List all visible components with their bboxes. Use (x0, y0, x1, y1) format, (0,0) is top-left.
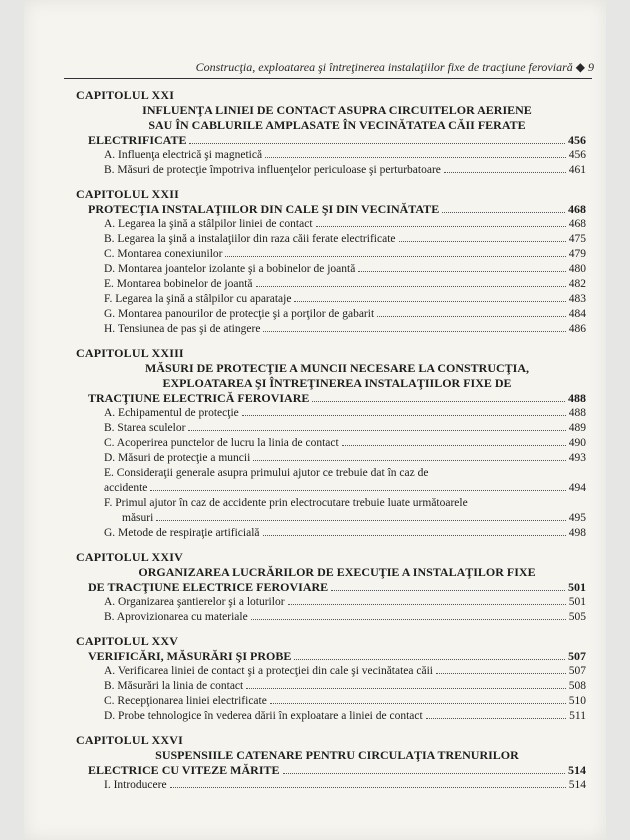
chapter-label: CAPITOLUL XXI (76, 88, 175, 102)
toc-entry (104, 664, 586, 679)
toc-entry (104, 526, 586, 541)
toc-entry (104, 595, 586, 610)
chapter-title-line: SUSPENSIILE CATENARE PENTRU CIRCULAŢIA TRENURILOR (155, 748, 519, 762)
chapter-title: TRACŢIUNE ELECTRICĂ FEROVIARE (88, 391, 310, 405)
toc-entry-page: 483 (568, 293, 586, 305)
toc-entry-text: A. Legarea la şină a stâlpilor liniei de contact (104, 218, 313, 230)
toc-entry-page: 475 (568, 233, 586, 245)
toc-entry-page: 507 (568, 665, 586, 677)
dot-leader (170, 787, 566, 788)
toc-entry (104, 217, 586, 232)
toc-chapter (76, 88, 586, 178)
toc-entry (104, 421, 586, 436)
toc-entry-page: 456 (568, 149, 586, 161)
toc-entry-page: 468 (568, 218, 586, 230)
toc-entry-text: A. Organizarea şantierelor şi a loturilor (104, 596, 285, 608)
dot-leader (342, 445, 566, 446)
dot-leader (294, 659, 565, 660)
header-page-number: ◆ 9 (575, 60, 594, 74)
toc-entry-text: B. Aprovizionarea cu materiale (104, 611, 248, 623)
toc-entry-text: B. Starea sculelor (104, 422, 186, 434)
toc-entry (104, 694, 586, 709)
dot-leader (242, 415, 566, 416)
dot-leader (225, 256, 565, 257)
chapter-title-entry (88, 133, 586, 148)
toc-entry-page: 510 (568, 695, 586, 707)
toc-entry (104, 292, 586, 307)
toc-entry (122, 511, 586, 526)
chapter-label: CAPITOLUL XXV (76, 634, 179, 648)
dot-leader (188, 430, 565, 431)
dot-leader (377, 316, 566, 317)
dot-leader (283, 773, 566, 774)
toc-entry (104, 481, 586, 496)
dot-leader (442, 212, 565, 213)
chapter-title-line: INFLUENŢA LINIEI DE CONTACT ASUPRA CIRCUITELOR AERIENE (142, 103, 532, 117)
toc-entry-page: 498 (568, 527, 586, 539)
toc-entry-page: 490 (568, 437, 586, 449)
chapter-title: ELECTRIFICATE (88, 133, 187, 147)
header-rule (64, 78, 592, 79)
toc-entry-text: H. Tensiunea de pas şi de atingere (104, 323, 261, 335)
toc-entry (104, 262, 586, 277)
chapter-title-line: MĂSURI DE PROTECŢIE A MUNCII NECESARE LA CONSTRUCŢIA, (144, 361, 530, 375)
toc-entry (104, 679, 586, 694)
chapter-title: PROTECŢIA INSTALAŢIILOR DIN CALE ŞI DIN VECINĂTATE (88, 202, 440, 216)
toc-entry (104, 163, 586, 178)
toc-entry-text: G. Montarea panourilor de protecţie şi a porţilor de gabarit (104, 308, 375, 320)
dot-leader (331, 590, 565, 591)
chapter-label: CAPITOLUL XXIV (76, 550, 183, 564)
dot-leader (150, 490, 565, 491)
book-page (24, 0, 606, 840)
toc-entry-text: D. Montarea joantelor izolante şi a bobinelor de joantă (104, 263, 356, 275)
toc-entry-text: C. Montarea conexiunilor (104, 248, 223, 260)
dot-leader (316, 226, 566, 227)
toc-entry-text: B. Măsurări la linia de contact (104, 680, 244, 692)
table-of-contents (76, 88, 586, 802)
toc-entry-page: 480 (568, 263, 586, 275)
toc-entry-text: C. Recepţionarea liniei electrificate (104, 695, 267, 707)
dot-leader (399, 241, 566, 242)
chapter-label: CAPITOLUL XXII (76, 187, 179, 201)
toc-entry-continuation: măsuri (122, 512, 154, 524)
toc-entry (104, 451, 586, 466)
dot-leader (288, 604, 566, 605)
chapter-title-entry (88, 763, 586, 778)
chapter-page: 507 (568, 649, 586, 663)
toc-entry-text: D. Măsuri de protecţie a muncii (104, 452, 251, 464)
chapter-page: 468 (568, 202, 586, 216)
toc-entry-page: 508 (568, 680, 586, 692)
chapter-page: 514 (568, 763, 586, 777)
toc-entry (104, 307, 586, 322)
chapter-title: DE TRACŢIUNE ELECTRICE FEROVIARE (88, 580, 329, 594)
dot-leader (270, 703, 566, 704)
toc-entry (104, 322, 586, 337)
toc-entry-text: D. Probe tehnologice în vederea dării în exploatare a liniei de contact (104, 710, 423, 722)
toc-entry (104, 232, 586, 247)
toc-entry-text: I. Introducere (104, 779, 167, 791)
dot-leader (263, 331, 565, 332)
toc-entry-page: 511 (569, 710, 586, 722)
chapter-title-entry (88, 202, 586, 217)
toc-entry-text: B. Legarea la şină a instalaţiilor din raza căii ferate electrificate (104, 233, 396, 245)
dot-leader (426, 718, 566, 719)
chapter-title-line: EXPLOATAREA ŞI ÎNTREŢINEREA INSTALAŢIILOR FIXE DE (162, 376, 512, 390)
toc-chapter (76, 550, 586, 625)
chapter-title-entry (88, 649, 586, 664)
toc-entry-text: A. Verificarea liniei de contact şi a protecţiei din cale şi vecinătatea căii (104, 665, 433, 677)
dot-leader (251, 619, 566, 620)
toc-entry-text: E. Consideraţii generale asupra primului ajutor ce trebuie dat în caz de (104, 467, 429, 479)
toc-chapter (76, 733, 586, 793)
dot-leader (256, 286, 566, 287)
dot-leader (189, 143, 565, 144)
chapter-title: ELECTRICE CU VITEZE MĂRITE (88, 763, 280, 777)
toc-entry-text: A. Influenţa electrică şi magnetică (104, 149, 263, 161)
toc-chapter (76, 187, 586, 337)
dot-leader (358, 271, 565, 272)
running-title: Construcţia, exploatarea şi întreţinerea instalaţiilor fixe de tracţiune feroviară (195, 60, 573, 74)
chapter-title-entry (88, 391, 586, 406)
dot-leader (263, 535, 566, 536)
chapter-title-entry (88, 580, 586, 595)
toc-entry-text: E. Montarea bobinelor de joantă (104, 278, 253, 290)
toc-entry (104, 406, 586, 421)
dot-leader (265, 157, 566, 158)
toc-entry (104, 610, 586, 625)
toc-entry-page: 489 (568, 422, 586, 434)
dot-leader (436, 673, 566, 674)
chapter-page: 456 (568, 133, 586, 147)
toc-entry (104, 247, 586, 262)
toc-entry (104, 778, 586, 793)
toc-entry-page: 493 (568, 452, 586, 464)
chapter-page: 501 (568, 580, 586, 594)
chapter-page: 488 (568, 391, 586, 405)
toc-entry-continuation: accidente (104, 482, 148, 494)
chapter-title: VERIFICĂRI, MĂSURĂRI ŞI PROBE (88, 649, 292, 663)
chapter-title-line: ORGANIZAREA LUCRĂRILOR DE EXECUŢIE A INSTALAŢILOR FIXE (138, 565, 536, 579)
toc-entry-page: 495 (568, 512, 586, 524)
toc-entry-page: 505 (568, 611, 586, 623)
chapter-label: CAPITOLUL XXVI (76, 733, 183, 747)
chapter-title-line: SAU ÎN CABLURILE AMPLASATE ÎN VECINĂTATEA CĂII FERATE (148, 118, 526, 132)
dot-leader (253, 460, 565, 461)
toc-entry-text: F. Primul ajutor în caz de accidente prin electrocutare trebuie luate următoarele (104, 497, 468, 509)
toc-entry (104, 148, 586, 163)
toc-entry (104, 709, 586, 724)
toc-entry-text: B. Măsuri de protecţie împotriva influenţelor periculoase şi perturbatoare (104, 164, 441, 176)
toc-entry-page: 501 (568, 596, 586, 608)
toc-entry (104, 436, 586, 451)
toc-entry-page: 484 (568, 308, 586, 320)
toc-entry-text: G. Metode de respiraţie artificială (104, 527, 260, 539)
toc-entry-page: 488 (568, 407, 586, 419)
toc-entry (104, 277, 586, 292)
toc-entry-page: 461 (568, 164, 586, 176)
dot-leader (444, 172, 566, 173)
toc-entry-page: 479 (568, 248, 586, 260)
toc-entry-text: F. Legarea la şină a stâlpilor cu aparataje (104, 293, 292, 305)
toc-entry-page: 514 (568, 779, 586, 791)
toc-chapter (76, 634, 586, 724)
dot-leader (246, 688, 566, 689)
toc-chapter (76, 346, 586, 541)
toc-entry-page: 482 (568, 278, 586, 290)
dot-leader (294, 301, 565, 302)
chapter-label: CAPITOLUL XXIII (76, 346, 184, 360)
toc-entry-page: 486 (568, 323, 586, 335)
dot-leader (312, 401, 565, 402)
dot-leader (156, 520, 565, 521)
toc-entry-text: C. Acoperirea punctelor de lucru la linia de contact (104, 437, 339, 449)
running-header (64, 60, 594, 75)
toc-entry-page: 494 (568, 482, 586, 494)
toc-entry-text: A. Echipamentul de protecţie (104, 407, 239, 419)
